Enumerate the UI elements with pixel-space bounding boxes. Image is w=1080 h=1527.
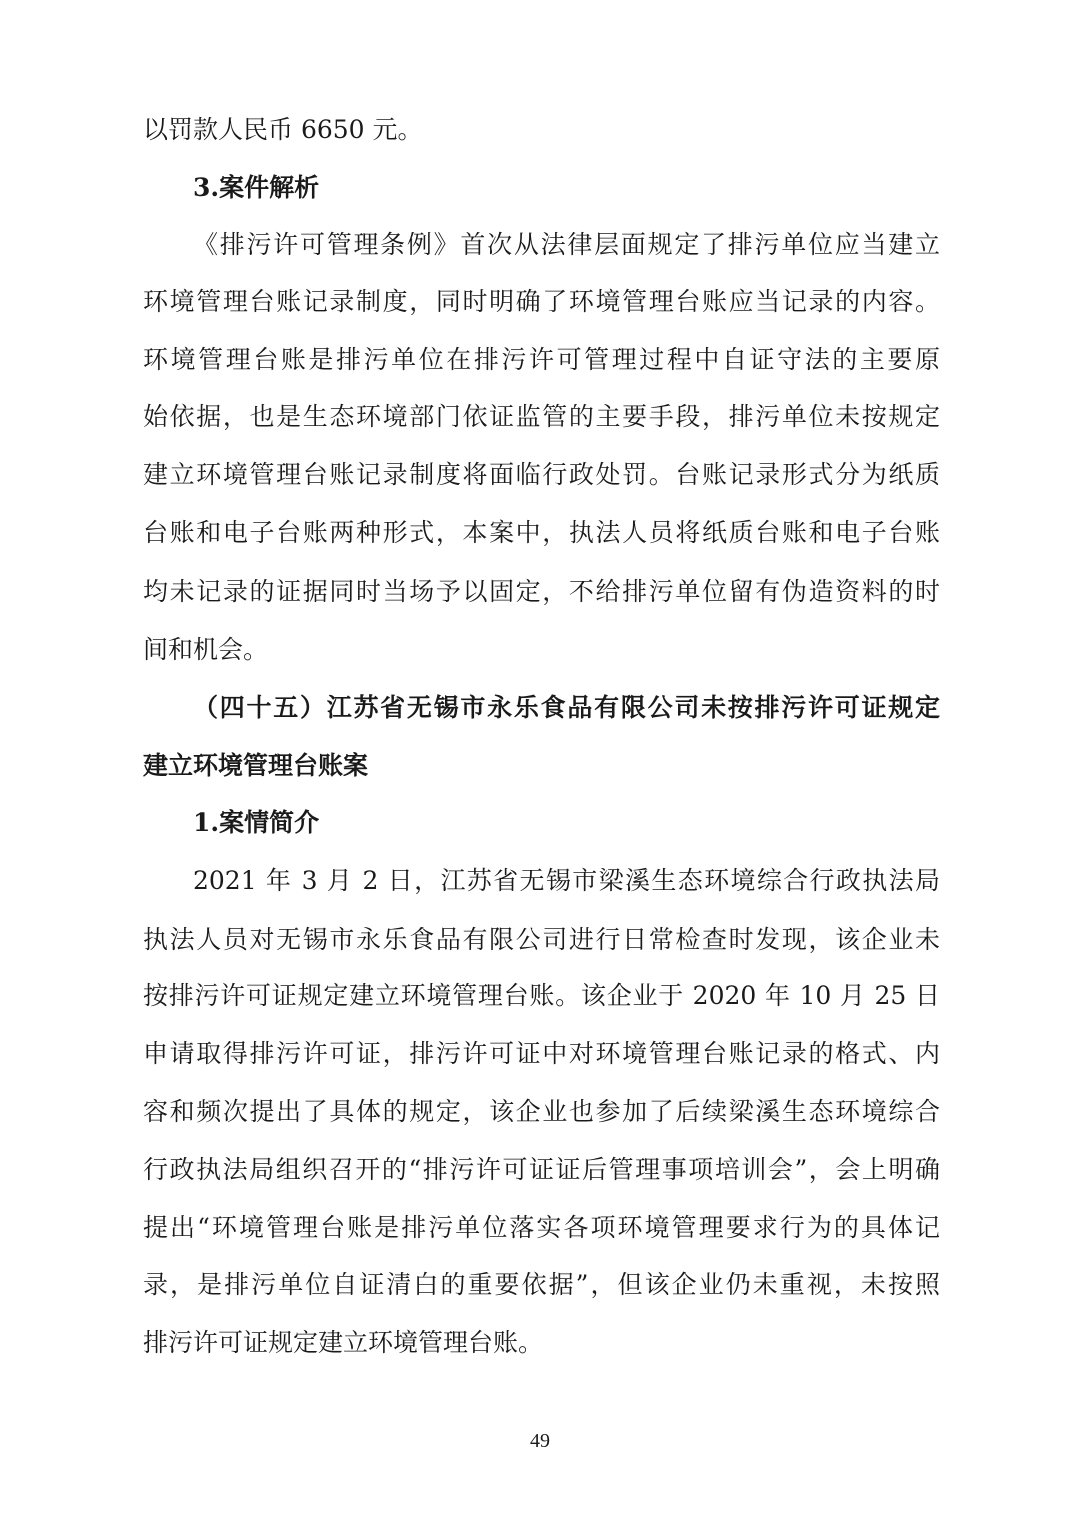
- text-line: 按排污许可证规定建立环境管理台账。该企业于 2020 年 10 月 25 日: [143, 981, 940, 1010]
- text-line: 2021 年 3 月 2 日，江苏省无锡市梁溪生态环境综合行政执法局: [193, 866, 940, 895]
- text-line: 《排污许可管理条例》首次从法律层面规定了排污单位应当建立: [193, 230, 940, 259]
- text-line: 始依据，也是生态环境部门依证监管的主要手段，排污单位未按规定: [143, 402, 940, 431]
- text-line: 申请取得排污许可证，排污许可证中对环境管理台账记录的格式、内: [143, 1039, 940, 1068]
- text-line: 录，是排污单位自证清白的重要依据”，但该企业仍未重视，未按照: [143, 1270, 940, 1299]
- page-number: 49: [530, 1430, 550, 1452]
- heading-line: 1.案情简介: [193, 808, 320, 837]
- text-line: 均未记录的证据同时当场予以固定，不给排污单位留有伪造资料的时: [143, 577, 940, 606]
- heading-line: （四十五）江苏省无锡市永乐食品有限公司未按排污许可证规定: [193, 693, 940, 722]
- text-line: 建立环境管理台账记录制度将面临行政处罚。台账记录形式分为纸质: [143, 460, 940, 489]
- text-line: 行政执法局组织召开的“排污许可证证后管理事项培训会”，会上明确: [143, 1155, 940, 1184]
- heading-line: 建立环境管理台账案: [143, 751, 369, 780]
- text-line: 台账和电子台账两种形式，本案中，执法人员将纸质台账和电子台账: [143, 518, 940, 547]
- text-line: 环境管理台账记录制度，同时明确了环境管理台账应当记录的内容。: [143, 287, 940, 316]
- text-line: 环境管理台账是排污单位在排污许可管理过程中自证守法的主要原: [143, 345, 940, 374]
- text-line: 执法人员对无锡市永乐食品有限公司进行日常检查时发现，该企业未: [143, 925, 940, 954]
- text-line: 排污许可证规定建立环境管理台账。: [143, 1328, 544, 1357]
- text-line: 容和频次提出了具体的规定，该企业也参加了后续梁溪生态环境综合: [143, 1097, 940, 1126]
- text-line: 以罚款人民币 6650 元。: [143, 115, 423, 144]
- text-line: 提出“环境管理台账是排污单位落实各项环境管理要求行为的具体记: [143, 1213, 940, 1242]
- heading-line: 3.案件解析: [193, 173, 320, 202]
- text-line: 间和机会。: [143, 635, 269, 664]
